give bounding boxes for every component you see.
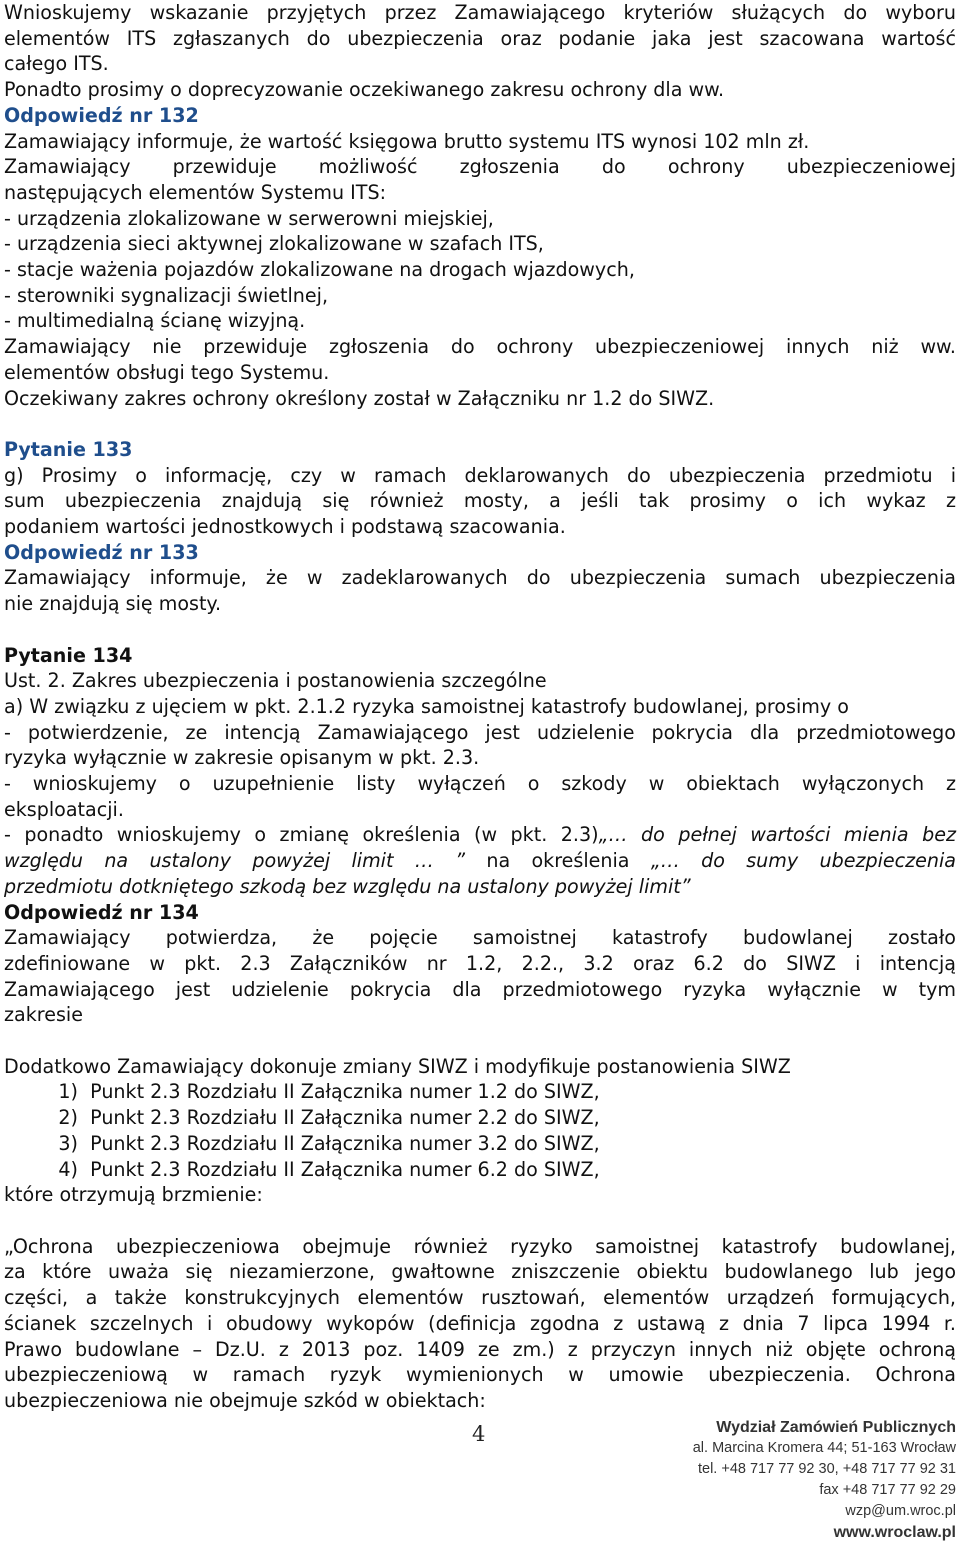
question-heading-133: Pytanie 133 xyxy=(4,437,133,461)
italic-span: „… do pełnej wartości mienia bez xyxy=(598,823,956,847)
list-item: 3) Punkt 2.3 Rozdziału II Załącznika numer 3.2 do SIWZ, xyxy=(58,1131,600,1155)
text-line: całego ITS. xyxy=(4,52,109,76)
list-item: 2) Punkt 2.3 Rozdziału II Załącznika numer 2.2 do SIWZ, xyxy=(58,1106,600,1130)
text-line: sum ubezpieczenia znajdują się również mosty, a jeśli tak prosimy o ich wykaz z xyxy=(4,489,956,513)
text-line: „Ochrona ubezpieczeniowa obejmuje również ryzyko samoistnej katastrofy budowlanej, xyxy=(4,1234,956,1258)
list-item: 4) Punkt 2.3 Rozdziału II Załącznika numer 6.2 do SIWZ, xyxy=(58,1157,600,1181)
text-line: zdefiniowane w pkt. 2.3 Załączników nr 1.2, 2.2., 3.2 oraz 6.2 do SIWZ i intencją xyxy=(4,951,956,975)
text-span: - ponadto wnioskujemy o zmianę określenia (w pkt. 2.3) xyxy=(4,823,599,847)
text-line: g) Prosimy o informację, czy w ramach deklarowanych do ubezpieczenia przedmiotu i xyxy=(4,463,956,487)
text-line: ryzyka wyłącznie w zakresie opisanym w pkt. 2.3. xyxy=(4,746,480,770)
text-line: Zamawiający informuje, że w zadeklarowanych do ubezpieczenia sumach ubezpieczenia xyxy=(4,566,956,590)
document-body xyxy=(4,0,956,1414)
text-line: Zamawiający potwierdza, że pojęcie samoistnej katastrofy budowlanej zostało xyxy=(4,926,956,950)
answer-heading-133: Odpowiedź nr 133 xyxy=(4,540,199,564)
italic-span: względu na ustalony powyżej limit … ” xyxy=(4,849,466,873)
text-line: - potwierdzenie, ze intencją Zamawiającego jest udzielenie pokrycia dla przedmiotowego xyxy=(4,720,956,744)
text-line: elementów obsługi tego Systemu. xyxy=(4,360,330,384)
text-line: Zamawiający informuje, że wartość księgowa brutto systemu ITS wynosi 102 mln zł. xyxy=(4,129,810,153)
text-line xyxy=(4,848,956,874)
text-line: nie znajdują się mosty. xyxy=(4,592,222,616)
text-line: a) W związku z ujęciem w pkt. 2.1.2 ryzyka samoistnej katastrofy budowlanej, prosimy o xyxy=(4,694,849,718)
text-line: które otrzymują brzmienie: xyxy=(4,1183,263,1207)
text-line: Ust. 2. Zakres ubezpieczenia i postanowienia szczególne xyxy=(4,669,547,693)
text-line: podaniem wartości jednostkowych i podstawą szacowania. xyxy=(4,515,566,539)
list-line: - urządzenia zlokalizowane w serwerowni miejskiej, xyxy=(4,206,494,230)
footer-email[interactable]: wzp@um.wroc.pl xyxy=(845,1503,956,1519)
text-line: części, a także konstrukcyjnych elementów rusztowań, elementów urządzeń formujących, xyxy=(4,1286,956,1310)
text-line: za które uważa się niezamierzone, gwałtowne zniszczenie obiektu budowlanego lub jego xyxy=(4,1260,956,1284)
page-number: 4 xyxy=(472,1422,486,1446)
footer-contact xyxy=(693,1417,956,1543)
text-line: Prawo budowlane – Dz.U. z 2013 poz. 1409 ze zm.) z przyczyn innych niż objęte ochroną xyxy=(4,1337,956,1361)
answer-heading-134: Odpowiedź nr 134 xyxy=(4,900,199,924)
text-line: ubezpieczeniowa nie obejmuje szkód w obiektach: xyxy=(4,1388,486,1412)
footer-fax: fax +48 717 77 92 29 xyxy=(819,1482,956,1498)
list-item: 1) Punkt 2.3 Rozdziału II Załącznika numer 1.2 do SIWZ, xyxy=(58,1080,600,1104)
footer-title: Wydział Zamówień Publicznych xyxy=(716,1419,956,1436)
list-line: - multimedialną ścianę wizyjną. xyxy=(4,309,306,333)
italic-span: „… do sumy ubezpieczenia xyxy=(650,849,957,873)
footer-phone: tel. +48 717 77 92 30, +48 717 77 92 31 xyxy=(697,1461,956,1477)
answer-heading-132: Odpowiedź nr 132 xyxy=(4,103,199,127)
text-line xyxy=(4,822,956,848)
text-line: Zamawiający przewiduje możliwość zgłoszenia do ochrony ubezpieczeniowej xyxy=(4,155,956,179)
footer-website[interactable]: www.wroclaw.pl xyxy=(833,1524,956,1541)
text-span: na określenia xyxy=(486,849,630,873)
text-line: Dodatkowo Zamawiający dokonuje zmiany SIWZ i modyfikuje postanowienia SIWZ xyxy=(4,1054,791,1078)
text-line: Oczekiwany zakres ochrony określony został w Załączniku nr 1.2 do SIWZ. xyxy=(4,386,715,410)
text-line: - wnioskujemy o uzupełnienie listy wyłączeń o szkody w obiektach wyłączonych z xyxy=(4,772,956,796)
text-line: ścianek szczelnych i obudowy wykopów (definicja zgodna z ustawą z dnia 7 lipca 1994 r. xyxy=(4,1311,956,1335)
text-line: Zamawiający nie przewiduje zgłoszenia do ochrony ubezpieczeniowej innych niż ww. xyxy=(4,335,956,359)
text-line: Wnioskujemy wskazanie przyjętych przez Zamawiającego kryteriów służących do wyboru xyxy=(4,1,956,24)
text-line: zakresie xyxy=(4,1003,83,1027)
text-line: przedmiotu dotkniętego szkodą bez względu na ustalony powyżej limit” xyxy=(4,874,691,898)
text-line: następujących elementów Systemu ITS: xyxy=(4,180,386,204)
text-line: Ponadto prosimy o doprecyzowanie oczekiwanego zakresu ochrony dla ww. xyxy=(4,78,725,102)
list-line: - sterowniki sygnalizacji świetlnej, xyxy=(4,283,329,307)
list-line: - urządzenia sieci aktywnej zlokalizowane w szafach ITS, xyxy=(4,232,544,256)
footer-address: al. Marcina Kromera 44; 51-163 Wrocław xyxy=(692,1440,956,1456)
text-line: Zamawiającego jest udzielenie pokrycia dla przedmiotowego ryzyka wyłącznie w tym xyxy=(4,977,956,1001)
list-line: - stacje ważenia pojazdów zlokalizowane na drogach wjazdowych, xyxy=(4,258,635,282)
text-line: eksploatacji. xyxy=(4,797,124,821)
question-heading-134: Pytanie 134 xyxy=(4,643,133,667)
text-line: ubezpieczeniową w ramach ryzyk wymienionych w umowie ubezpieczenia. Ochrona xyxy=(4,1363,956,1387)
text-line: elementów ITS zgłaszanych do ubezpieczenia oraz podanie jaka jest szacowana wartość xyxy=(4,26,956,50)
